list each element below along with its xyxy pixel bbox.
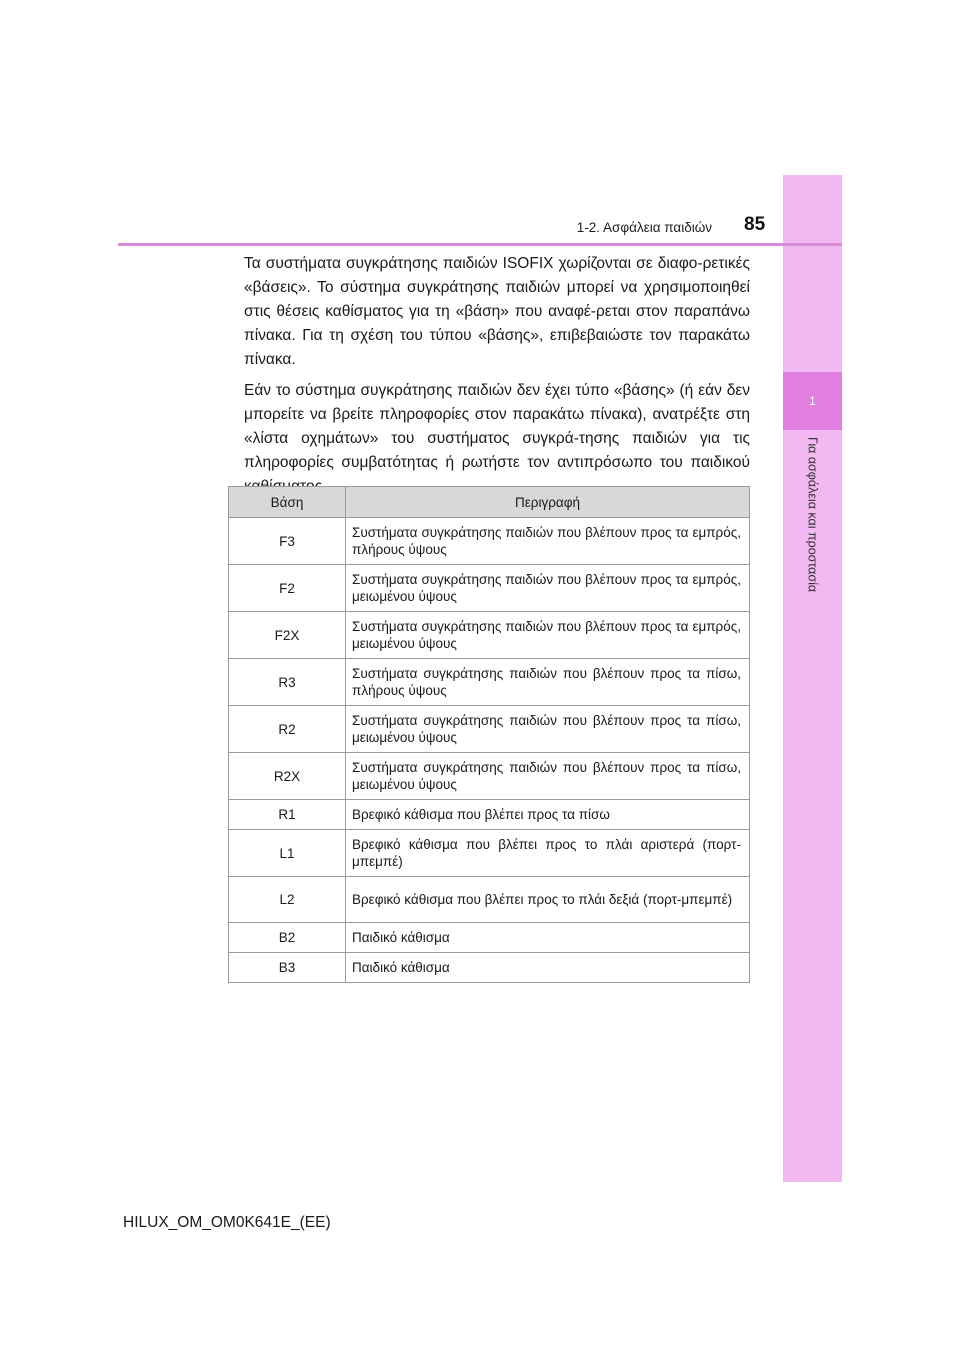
table-row bbox=[229, 753, 750, 800]
base-code: R2 bbox=[229, 706, 346, 753]
base-description: Παιδικό κάθισμα bbox=[346, 953, 750, 983]
chapter-number: 1 bbox=[809, 394, 816, 408]
base-description: Συστήματα συγκράτησης παιδιών που βλέπουν προς τα πίσω, μειωμένου ύψους bbox=[346, 753, 750, 800]
chapter-side-tab bbox=[783, 175, 842, 1182]
header-base: Βάση bbox=[229, 487, 346, 518]
base-code: R2X bbox=[229, 753, 346, 800]
base-code: F2 bbox=[229, 565, 346, 612]
base-code: L2 bbox=[229, 877, 346, 923]
base-code: B2 bbox=[229, 923, 346, 953]
header-rule bbox=[118, 243, 842, 246]
base-code: R1 bbox=[229, 800, 346, 830]
table-row bbox=[229, 612, 750, 659]
table-row bbox=[229, 923, 750, 953]
body-text bbox=[244, 252, 750, 506]
table-row bbox=[229, 518, 750, 565]
table-row bbox=[229, 830, 750, 877]
base-code: F3 bbox=[229, 518, 346, 565]
base-description: Συστήματα συγκράτησης παιδιών που βλέπουν προς τα εμπρός, μειωμένου ύψους bbox=[346, 612, 750, 659]
table-row bbox=[229, 877, 750, 923]
base-code: B3 bbox=[229, 953, 346, 983]
paragraph: Εάν το σύστημα συγκράτησης παιδιών δεν έχει τύπο «βάσης» (ή εάν δεν μπορείτε να βρείτε πληροφορίες στον παρακάτω πίνακα), ανατρέξτε στη «λίστα οχημάτων» του συστήματος συγκρά-τησης παιδιών για τις πληροφορίες συμβατότητας ή ρωτήστε τον αντιπρόσωπο του παιδικού bbox=[244, 382, 750, 471]
chapter-title: Για ασφάλεια και προστασία bbox=[805, 437, 820, 593]
isofix-base-table bbox=[228, 486, 750, 983]
table-row bbox=[229, 706, 750, 753]
base-description: Παιδικό κάθισμα bbox=[346, 923, 750, 953]
document-code: HILUX_OM_OM0K641E_(EE) bbox=[123, 1214, 331, 1231]
table-row bbox=[229, 800, 750, 830]
table-row bbox=[229, 953, 750, 983]
paragraph: Τα συστήματα συγκράτησης παιδιών ISOFIX χωρίζονται σε διαφο-ρετικές «βάσεις». Το σύστημα συγκράτησης παιδιών μπορεί να χρησιμοποιηθεί στις θέσεις καθίσματος για τη «βάση» που αναφέ-ρεται στον παραπάνω πίνακα. Για τη σχέση του τύπου «βάσης», επιβεβαιώστε τον παρακάτω πίνακα. bbox=[244, 255, 750, 368]
table-header-row bbox=[229, 487, 750, 518]
table-row bbox=[229, 565, 750, 612]
base-description: Βρεφικό κάθισμα που βλέπει προς το πλάι δεξιά (πορτ-μπεμπέ) bbox=[346, 877, 750, 923]
base-description: Συστήματα συγκράτησης παιδιών που βλέπουν προς τα εμπρός, μειωμένου ύψους bbox=[346, 565, 750, 612]
base-code: F2X bbox=[229, 612, 346, 659]
base-code: L1 bbox=[229, 830, 346, 877]
table-row bbox=[229, 659, 750, 706]
chapter-title-vertical bbox=[783, 437, 842, 627]
base-description: Συστήματα συγκράτησης παιδιών που βλέπουν προς τα πίσω, πλήρους ύψους bbox=[346, 659, 750, 706]
base-description: Βρεφικό κάθισμα που βλέπει προς τα πίσω bbox=[346, 800, 750, 830]
base-description: Βρεφικό κάθισμα που βλέπει προς το πλάι αριστερά (πορτ-μπεμπέ) bbox=[346, 830, 750, 877]
page-number: 85 bbox=[744, 214, 766, 235]
base-code: R3 bbox=[229, 659, 346, 706]
base-description: Συστήματα συγκράτησης παιδιών που βλέπουν προς τα πίσω, μειωμένου ύψους bbox=[346, 706, 750, 753]
base-description: Συστήματα συγκράτησης παιδιών που βλέπουν προς τα εμπρός, πλήρους ύψους bbox=[346, 518, 750, 565]
header-description: Περιγραφή bbox=[346, 487, 750, 518]
section-title: 1-2. Ασφάλεια παιδιών bbox=[576, 220, 712, 235]
